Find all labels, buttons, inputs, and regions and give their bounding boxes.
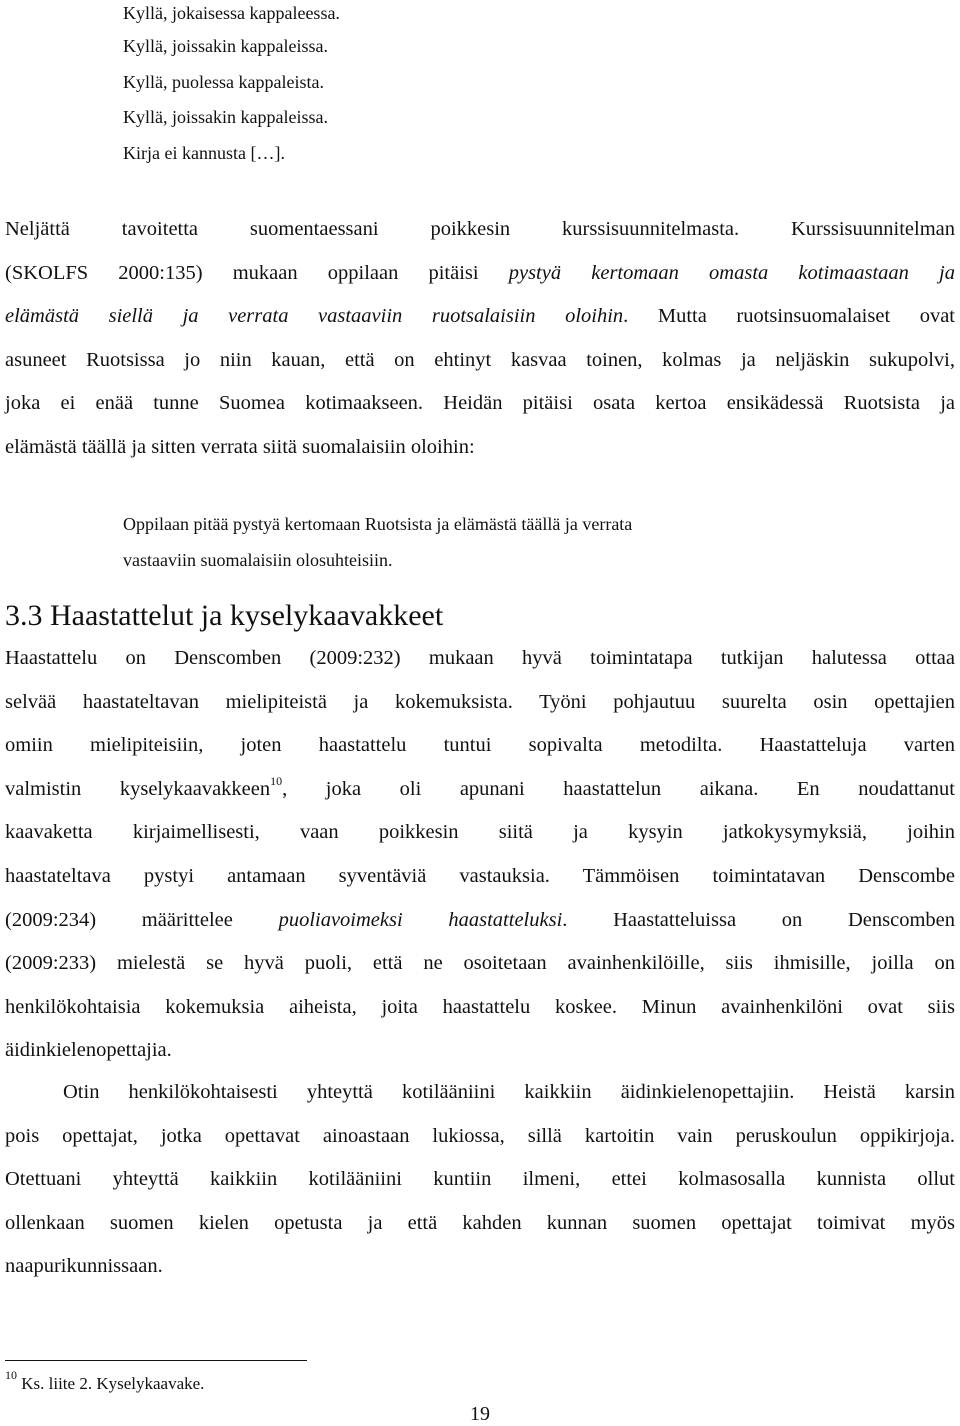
text-line: elämästä siellä ja verrata vastaaviin ruotsalaisiin oloihin. Mutta ruotsinsuomalaiset ovat xyxy=(5,305,955,328)
text-line: Otin henkilökohtaisesti yhteyttä kotilääniini kaikkiin äidinkielenopettajiin. Heistä karsin xyxy=(63,1081,955,1103)
text-line: pois opettajat, jotka opettavat ainoastaan lukiossa, sillä kartoitin vain peruskoulun oppikirjoja. xyxy=(5,1124,955,1147)
section-heading: 3.3 Haastattelut ja kyselykaavakkeet xyxy=(5,599,444,632)
text-line: Otettuani yhteyttä kaikkiin kotilääniini kuntiin ilmeni, ettei kolmasosalla kunnista ollut xyxy=(5,1168,955,1191)
paragraph-curriculum xyxy=(5,208,955,470)
text-line: (2009:233) mielestä se hyvä puoli, että ne osoitetaan avainhenkilöille, siis ihmisille, joilla on xyxy=(5,952,955,975)
text-line: omiin mielipiteisiin, joten haastattelu tuntui sopivalta metodilta. Haastatteluja varten xyxy=(5,734,955,757)
footnote-number: 10 xyxy=(5,1368,17,1382)
text-line: valmistin kyselykaavakkeen$^{10}$, joka oli apunani haastattelun aikana. En noudattanut xyxy=(5,773,955,800)
block-quote-line: Oppilaan pitää pystyä kertomaan Ruotsista ja elämästä täällä ja verrata xyxy=(123,514,633,534)
text-line: asuneet Ruotsissa jo niin kauan, että on ehtinyt kasvaa toinen, kolmas ja neljäskin sukupolvi, xyxy=(5,348,955,371)
text-line: (SKOLFS 2000:135) mukaan oppilaan pitäisi pystyä kertomaan omasta kotimaastaan ja xyxy=(5,261,955,284)
text-line: joka ei enää tunne Suomea kotimaakseen. Heidän pitäisi osata kertoa ensikädessä Ruotsista ja xyxy=(5,392,955,415)
text-line: kaavaketta kirjaimellisesti, vaan poikkesin siitä ja kysyin jatkokysymyksiä, joihin xyxy=(5,821,955,844)
footnote-text: Ks. liite 2. Kyselykaavake. xyxy=(17,1374,205,1393)
text-line: haastateltava pystyi antamaan syventäviä vastauksia. Tämmöisen toimintatavan Denscombe xyxy=(5,864,955,887)
paragraph-contacts xyxy=(5,1071,955,1289)
text-line: äidinkielenopettajia. xyxy=(5,1039,172,1062)
quote-line-3: Kyllä, puolessa kappaleista. xyxy=(123,72,324,92)
text-line: Neljättä tavoitetta suomentaessani poikkesin kurssisuunnitelmasta. Kurssisuunnitelman xyxy=(5,218,955,240)
quote-line-5: Kirja ei kannusta […]. xyxy=(123,143,285,163)
footnote xyxy=(5,1368,205,1396)
text-line: naapurikunnissaan. xyxy=(5,1255,163,1278)
text-line: ollenkaan suomen kielen opetusta ja että kahden kunnan suomen opettajat toimivat myös xyxy=(5,1211,955,1234)
text-line: (2009:234) määrittelee puoliavoimeksi haastatteluksi. Haastatteluissa on Denscomben xyxy=(5,908,955,931)
footnote-divider xyxy=(5,1360,307,1361)
footnote-ref[interactable]: 10 xyxy=(270,773,283,788)
page-number: 19 xyxy=(470,1403,490,1425)
quote-line-1: Kyllä, jokaisessa kappaleessa. xyxy=(123,3,340,23)
text-line: henkilökohtaisia kokemuksia aiheista, joita haastattelu koskee. Minun avainhenkilöni ovat siis xyxy=(5,995,955,1018)
text-line: elämästä täällä ja sitten verrata siitä suomalaisiin oloihin: xyxy=(5,435,475,458)
text-line: Haastattelu on Denscomben (2009:232) mukaan hyvä toimintatapa tutkijan halutessa ottaa xyxy=(5,647,955,669)
quote-line-2: Kyllä, joissakin kappaleissa. xyxy=(123,36,328,56)
block-quote-line: vastaaviin suomalaisiin olosuhteisiin. xyxy=(123,550,393,570)
quote-line-4: Kyllä, joissakin kappaleissa. xyxy=(123,107,328,127)
block-quote xyxy=(123,506,843,578)
paragraph-interviews xyxy=(5,637,955,1073)
text-line: selvää haastateltavan mielipiteistä ja kokemuksista. Työni pohjautuu suurelta osin opettajien xyxy=(5,690,955,713)
